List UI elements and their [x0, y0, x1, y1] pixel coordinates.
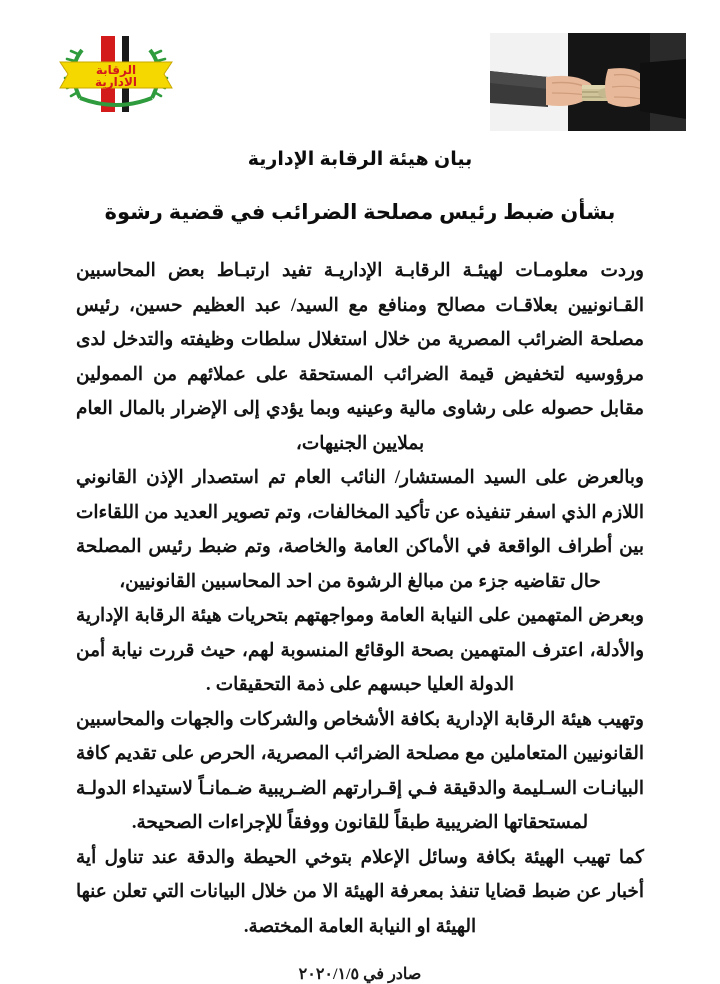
logo-text-line2: الادارية	[94, 75, 138, 89]
document-header	[0, 0, 720, 140]
page-subtitle: بشأن ضبط رئيس مصلحة الضرائب في قضية رشوة	[104, 200, 616, 224]
issue-date: صادر في ٢٠٢٠/١/٥	[298, 966, 422, 983]
paragraph: كما تهيب الهيئة بكافة وسائل الإعلام بتوخي الحيطة والدقة عند تناول أية أخبار عن ضبط قضايا تنفذ بمعرفة الهيئة الا من خلال البيانات التي تعلن عنها الهيئة او النيابة العامة المختصة.	[76, 847, 644, 937]
statement-body	[76, 254, 644, 944]
bribe-photo	[490, 33, 686, 131]
paragraph: وتهيب هيئة الرقابة الإدارية بكافة الأشخاص والشركات والجهات والمحاسبين القانونيين المتعاملين مع مصلحة الضرائب المصرية، الحرص على تقديم كافة البيانـات السـليمة والدقيقة فـي إقـرارتهم الضـريبية ضـمانـاً لاستيداء الدولـة لمستحقاتها الضريبية طبقاً للقانون ووفقاً للإجراءات الصحيحة.	[76, 709, 644, 833]
logo-text-line1: الرقابة	[95, 63, 137, 77]
emblem-icon	[52, 36, 180, 112]
bribe-money-handover-photo-icon	[490, 33, 686, 131]
paragraph: وبعرض المتهمين على النيابة العامة ومواجهتهم بتحريات هيئة الرقابة الإدارية والأدلة، اعترف المتهمين بصحة الوقائع المنسوبة لهم، حيث قررت نيابة أمن الدولة العليا حبسهم على ذمة التحقيقات .	[76, 606, 644, 695]
paragraph: وبالعرض على السيد المستشار/ النائب العام تم استصدار الإذن القانوني اللازم الذي اسفر تنفيذه عن تأكيد المخالفات، وتم تصوير العديد من اللقاءات بين أطراف الواقعة في الأماكن العامة والخاصة، وتم ضبط رئيس المصلحة حال تقاضيه جزء من مبالغ الرشوة من احد المحاسبين القانونيين،	[76, 468, 644, 592]
page-title: بيان هيئة الرقابة الإدارية	[247, 149, 473, 170]
document-titles	[0, 146, 720, 228]
paragraph: وردت معلومـات لهيئـة الرقابـة الإداريـة تفيد ارتبـاط بعض المحاسبين القـانونيين بعلاقـات مصالح ومنافع مع السيد/ عبد العظيم حسين، رئيس مصلحة الضرائب المصرية من خلال استغلال سلطات وظيفته والتدخل لدى مرؤوسيه لتخفيض قيمة الضرائب المستحقة على عملائهم من الممولين مقابل حصوله على رشاوى مالية وعينيه وبما يؤدي إلى الإضرار بالمال العام بملايين الجنيهات،	[76, 261, 644, 454]
administrative-control-authority-logo	[52, 36, 180, 112]
